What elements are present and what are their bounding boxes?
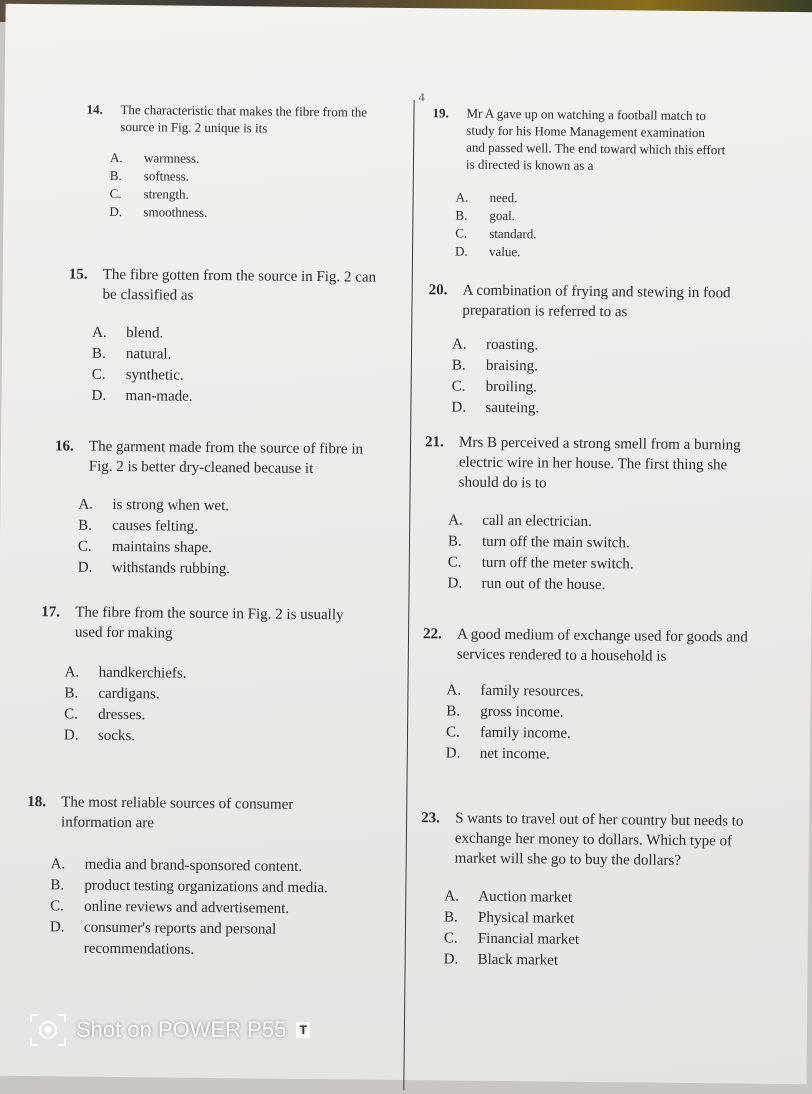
- option-d: D. man-made.: [91, 387, 193, 405]
- question-number: 17.: [41, 604, 61, 621]
- option-d: D. socks.: [63, 727, 136, 745]
- option-b: B. gross income.: [446, 703, 564, 721]
- question-17: [40, 602, 405, 750]
- question-text: The fibre gotten from the source in Fig. 2 can be classified as: [102, 266, 377, 304]
- question-text: The most reliable sources of consumer information are: [60, 794, 294, 832]
- column-divider: [403, 100, 414, 1090]
- option-a: A. Auction market: [444, 888, 573, 906]
- option-b: B. causes felting.: [78, 517, 199, 535]
- question-16: [54, 436, 407, 582]
- camera-watermark: [28, 1012, 310, 1048]
- question-15: [67, 264, 408, 410]
- exam-page: [0, 4, 812, 1084]
- watermark-text: Shot on POWER P55: [76, 1017, 287, 1042]
- option-b: B. turn off the main switch.: [447, 533, 630, 552]
- option-d: D. consumer's reports and personal: [49, 919, 277, 938]
- question-number: 22.: [422, 626, 442, 643]
- option-b: B. cardigans.: [64, 685, 160, 703]
- option-b: B. product testing organizations and media.: [50, 877, 328, 897]
- option-a: A. warmness.: [109, 149, 200, 166]
- question-number: 19.: [432, 105, 449, 121]
- question-22: [422, 624, 793, 768]
- question-18: [26, 792, 404, 963]
- question-text: A good medium of exchange used for goods and services rendered to a household is: [456, 626, 748, 665]
- question-text: Mrs B perceived a strong smell from a burning electric wire in her house. The first thing she should do is to: [458, 434, 741, 492]
- option-a: A. blend.: [92, 324, 164, 342]
- option-d: D. sauteing.: [451, 399, 540, 417]
- watermark-badge: T: [296, 1022, 310, 1038]
- option-c: C. family income.: [445, 724, 571, 742]
- option-a: A. call an electrician.: [448, 512, 592, 530]
- option-b: B. goal.: [455, 207, 516, 224]
- question-number: 16.: [54, 438, 74, 455]
- option-a: A. need.: [455, 189, 518, 206]
- option-d: D. withstands rubbing.: [77, 559, 231, 578]
- option-b: B. natural.: [91, 345, 172, 363]
- question-text: Mr A gave up on watching a football match to study for his Home Management examination and passed well. The end toward which this effort is directed is known as a: [465, 105, 726, 173]
- question-number: 14.: [86, 101, 103, 117]
- page-number: 4: [418, 90, 425, 105]
- option-a: A. is strong when wet.: [78, 496, 230, 515]
- question-number: 23.: [421, 810, 440, 827]
- option-c: C. standard.: [455, 225, 537, 242]
- question-text: The fibre from the source in Fig. 2 is usually used for making: [74, 604, 344, 642]
- question-text: The characteristic that makes the fibre from the source in Fig. 2 unique is its: [120, 101, 368, 136]
- question-20: [427, 280, 778, 422]
- question-14: [85, 101, 416, 224]
- option-c: C. online reviews and advertisement.: [50, 898, 290, 917]
- option-d: D. net income.: [445, 745, 550, 763]
- option-c: C. turn off the meter switch.: [447, 554, 634, 573]
- question-23: [420, 808, 797, 974]
- option-a: A. family resources.: [446, 682, 584, 700]
- question-number: 18.: [27, 794, 47, 811]
- option-b: B. softness.: [109, 167, 190, 184]
- camera-shutter-icon: [28, 1012, 68, 1048]
- option-c: C. maintains shape.: [77, 538, 213, 556]
- option-a: A. handkerchiefs.: [64, 664, 187, 682]
- option-d-continuation: recommendations.: [83, 940, 195, 958]
- question-number: 15.: [68, 266, 88, 283]
- question-21: [423, 432, 785, 598]
- question-19: [431, 104, 773, 264]
- option-d: D. run out of the house.: [447, 575, 606, 594]
- option-a: A. roasting.: [452, 336, 539, 354]
- option-d: D. value.: [454, 243, 521, 260]
- option-a: A. media and brand-sponsored content.: [50, 856, 303, 875]
- option-b: B. Physical market: [444, 909, 575, 927]
- question-text: A combination of frying and stewing in food preparation is referred to as: [462, 282, 731, 321]
- option-c: C. synthetic.: [91, 366, 184, 384]
- option-c: C. dresses.: [64, 706, 146, 724]
- question-text: S wants to travel out of her country but needs to exchange her money to dollars. Which type of market will she go to buy the dollars?: [454, 810, 744, 869]
- option-d: D. Black market: [443, 951, 559, 969]
- option-b: B. braising.: [451, 357, 539, 375]
- question-text: The garment made from the source of fibre in Fig. 2 is better dry-cleaned because it: [88, 438, 364, 478]
- question-number: 20.: [428, 282, 448, 299]
- option-c: C. broiling.: [451, 378, 537, 396]
- option-c: C. strength.: [109, 185, 189, 202]
- option-c: C. Financial market: [443, 930, 580, 948]
- question-number: 21.: [424, 434, 444, 451]
- option-d: D. smoothness.: [109, 203, 208, 220]
